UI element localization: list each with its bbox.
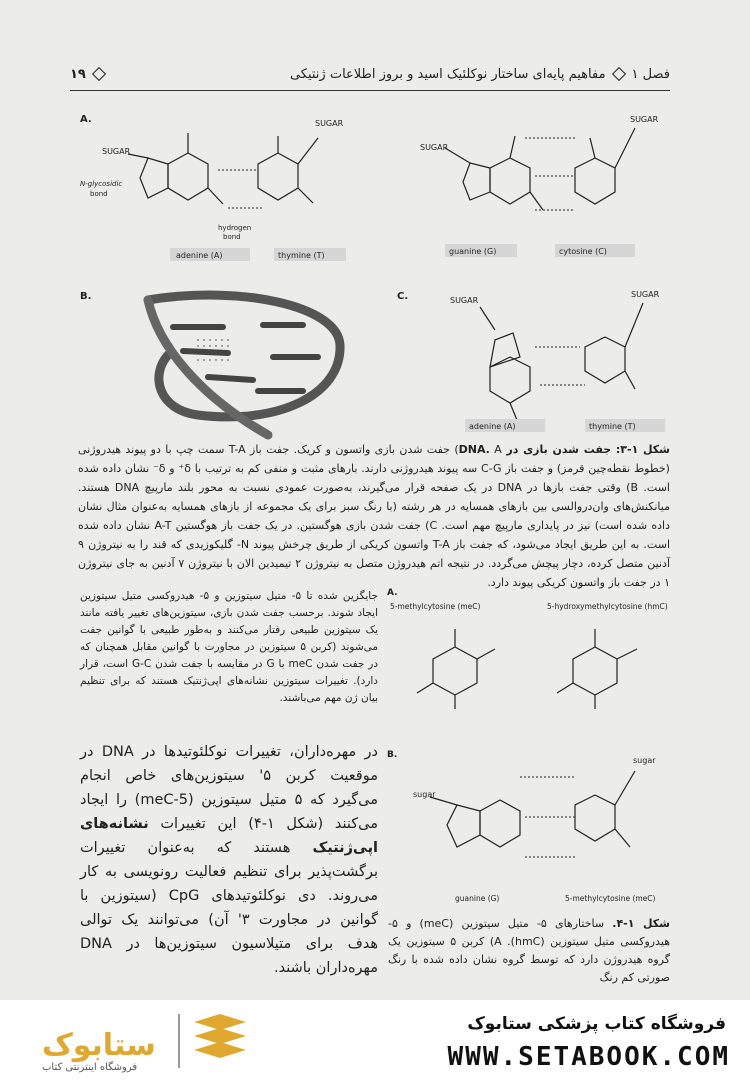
- panel-c-label: C.: [397, 291, 409, 302]
- figure-1-4: [385, 585, 675, 910]
- logo-chevron-icon: [190, 1012, 250, 1068]
- page-number: ۱۹: [70, 66, 86, 82]
- page-header: [70, 62, 670, 86]
- sugar-label: SUGAR: [315, 119, 344, 128]
- figure-1-3-panel-b: [78, 285, 358, 445]
- methylcytosine-label: 5-methylcytosine (meC): [390, 602, 481, 611]
- guanine-structure: [445, 136, 543, 210]
- panel-a-label: A.: [387, 588, 398, 598]
- methylcytosine-label: 5-methylcytosine (meC): [565, 894, 656, 903]
- sugar-label: SUGAR: [420, 143, 449, 152]
- adenine-structure: [128, 133, 223, 204]
- adenine-label: adenine (A): [469, 422, 516, 431]
- sugar-label: SUGAR: [631, 290, 660, 299]
- adenine-hoogsteen-structure: [480, 307, 530, 420]
- caption-text: A) جفت شدن بازی واتسون و کریک. جفت باز T-A سمت چپ با دو پیوند هیدروژنی (خطوط نقطه‌چین قرمز) و جفت باز C-G سه پیوند هیدروژنی دارند. بارهای مثبت و منفی کم به ترتیب با δ⁺ و δ⁻ نشان داده شده است. B) وقتی جفت بازها در DNA در یک صفحه قرار می‌گیرند، به‌صورت عمودی نسبت به محور بلند مارپیچ DNA هستند. میانکنش‌های وان‌دروالسی بین بازهای همسایه در هر رشته (با رنگ سبز برای یک مجموعه از بازهای همسایه به‌عنوان مثال نشان داده شده است) نیز در پایداری مارپیچ مهم است. C) جفت شدن بازی هوگستین. در یک جفت باز هوگستین A-T نشان داده شده است. به این طریق ایجاد می‌شود، که جفت باز T-A واتسون کریکی از طریق چرخش پیوند N- گلیکوزیدی که قند را به نیتروژن ۹ آدنین متصل کرده، دچار پیچش می‌گردد. در نتیجه اتم هیدروژن متصل به نیتروژن ۲ تیمیدین الان با نیتروژن ۷ آدنین به جای نیتروژن ۱ در جفت باز واتسون کریکی پیوند دارد.: [78, 443, 671, 589]
- header-rule: [70, 90, 670, 91]
- cytosine-structure: [575, 128, 635, 204]
- thymine-label: thymine (T): [278, 251, 325, 260]
- sugar-label: sugar: [413, 790, 436, 799]
- guanine-label: guanine (G): [455, 894, 500, 903]
- figure-1-3-panel-a: [78, 108, 378, 268]
- caption-label: شکل ۱-۴.: [612, 917, 670, 930]
- store-name: فروشگاه کتاب پزشکی ستابوک: [467, 1014, 726, 1034]
- hydroxymethylcytosine-label: 5-hydroxymethylcytosine (hmC): [547, 602, 668, 611]
- chapter-label: فصل ۱: [631, 66, 670, 82]
- thymine-structure: [258, 136, 318, 203]
- store-logo: [20, 1010, 300, 1072]
- caption-label: شکل ۱-۳: جفت شدن بازی در DNA.: [458, 443, 670, 456]
- store-url[interactable]: WWW.SETABOOK.COM: [447, 1042, 730, 1072]
- sugar-label: sugar: [633, 756, 656, 765]
- n-glycosidic-label: N-glycosidic: [80, 180, 123, 188]
- caption-text: ساختارهای ۵- متیل سیتوزین (meC) و ۵- هیدروکسی متیل سیتوزین (hmC). A) کربن ۵ سیتوزین یک گروه هیدروژن دارد که توسط گروه نشان داده شده با رنگ صورتی کم رنگ: [388, 917, 671, 984]
- hydroxymethylcytosine-structure: [557, 629, 637, 709]
- epigenetic-marks-term: نشانه‌های اپی‌ژنتیک: [80, 816, 378, 856]
- guanine-methylcytosine-pair: [430, 771, 635, 847]
- paragraph-small: جایگزین شده تا ۵- متیل سیتوزین و ۵- هیدروکسی متیل سیتوزین ایجاد شوند. برحسب جفت شدن بازی، سیتوزین‌های تغییر یافته مانند یک سیتوزین طبیعی رفتار می‌کنند و به‌طور طبیعی با گوانین جفت می‌شوند (کربن ۵ سیتوزین در مجاورت با گوانین مقابل همچنان که در جفت شدن meC با G در مقایسه با جفت شدن G-C است، قرار دارد). تغییرات سیتوزین نشانه‌های اپی‌ژنتیک هستند که برای تنظیم بیان ژن مهم می‌باشند.: [80, 590, 378, 704]
- diamond-icon: [92, 67, 106, 81]
- panel-b-label: B.: [80, 291, 92, 302]
- thymine-label: thymine (T): [589, 422, 636, 431]
- adenine-label: adenine (A): [176, 251, 223, 260]
- hydrogen-label: hydrogen: [218, 224, 252, 232]
- figure-1-3-panel-a-gc: [415, 108, 675, 268]
- paragraph-main: در مهره‌داران، تغییرات نوکلئوتیدها در DNA در موقعیت کربن ۵' سیتوزین‌های خاص انجام می‌گیرد که ۵ متیل سیتوزین (5-meC) را ایجاد می‌کنند (شکل ۱-۴) این تغییرات نشانه‌های اپی‌ژنتیک هستند که به‌عنوان تغییرات برگشت‌پذیر برای تنظیم فعالیت رونویسی به کار می‌روند. دی نوکلئوتیدهای CpG (سیتوزین با گوانین در مجاورت ۳' آن) می‌توانند یک توالی هدف برای متیلاسیون سیتوزین‌ها در DNA مهره‌داران باشند.: [80, 744, 378, 976]
- sugar-label: SUGAR: [630, 115, 659, 124]
- diamond-icon: [611, 67, 625, 81]
- chapter-title: مفاهیم پایه‌ای ساختار نوکلئیک اسید و بروز اطلاعات ژنتیکی: [289, 66, 606, 82]
- panel-b-label: B.: [387, 750, 398, 760]
- sugar-label: SUGAR: [102, 147, 131, 156]
- bond-label: bond: [90, 190, 108, 198]
- thymine-hoogsteen-structure: [585, 303, 643, 389]
- store-footer: [0, 1000, 750, 1080]
- logo-subtitle: فروشگاه اینترنتی کتاب: [42, 1062, 138, 1073]
- cytosine-label: cytosine (C): [559, 247, 607, 256]
- figure-1-3-panel-c: [395, 285, 675, 435]
- figure-1-3-caption: [78, 440, 670, 592]
- methylcytosine-structure: [417, 629, 495, 709]
- panel-a-label: A.: [80, 114, 92, 125]
- logo-text: ستابوک: [42, 1028, 156, 1063]
- sugar-label: SUGAR: [450, 296, 479, 305]
- guanine-label: guanine (G): [449, 247, 497, 256]
- bond-label: bond: [223, 233, 241, 241]
- figure-1-4-caption: [388, 915, 670, 987]
